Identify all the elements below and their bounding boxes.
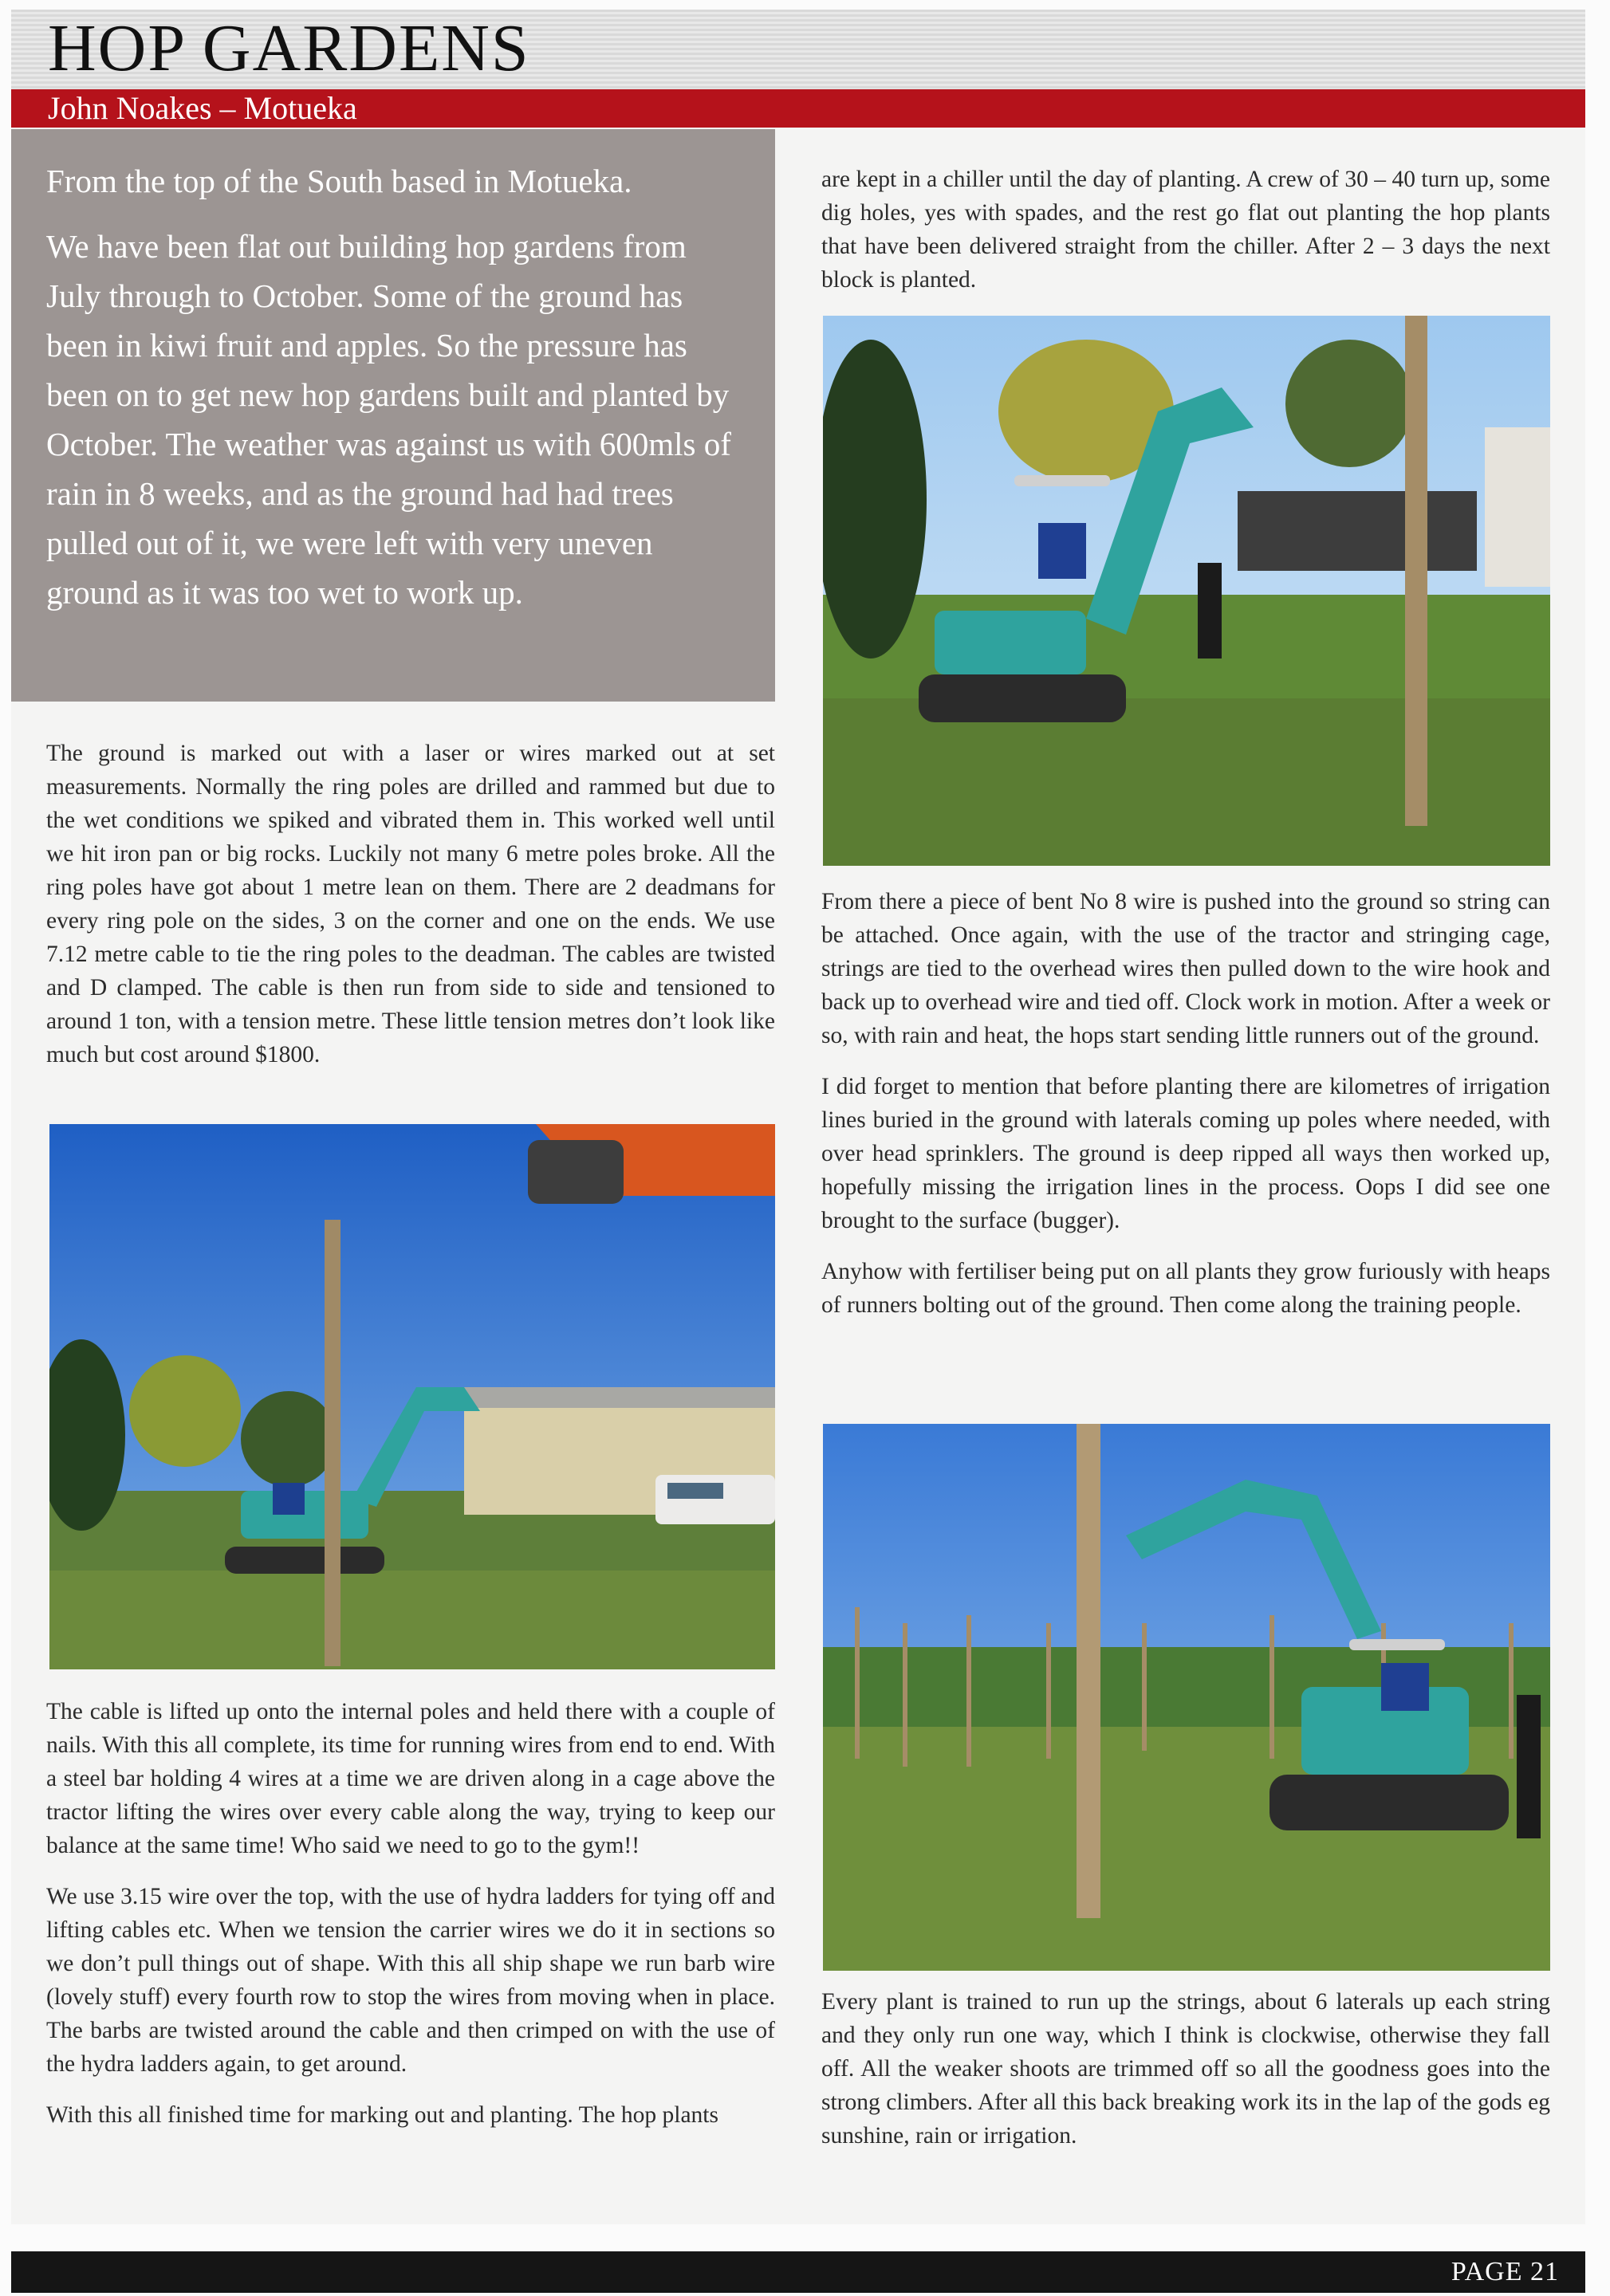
body-paragraph: Anyhow with fertiliser being put on all plants they grow furiously with heaps of runners bolting out of the ground. Then come along the training people. bbox=[821, 1259, 1550, 1318]
column-2-bottom bbox=[821, 1985, 1550, 2170]
body-paragraph: We use 3.15 wire over the top, with the use of hydra ladders for tying off and lifting cables etc. When we tension the carrier wires we do it in sections so we don’t pull things out of shape. With this all ship shape we run barb wire (lovely stuff) every fourth row to stop the wires from moving when in place. The barbs are twisted around the cable and then crimped on with the use of the hydra ladders again, to get around. bbox=[46, 1884, 775, 2077]
author-byline: John Noakes – Motueka bbox=[48, 90, 357, 126]
body-paragraph: are kept in a chiller until the day of planting. A crew of 30 – 40 turn up, some dig holes, yes with spades, and the rest go flat out planting the hop plants that have been delivered straight from the chiller. After 2 – 3 days the next block is planted. bbox=[821, 167, 1550, 293]
intro-paragraph: We have been flat out building hop gardens from July through to October. Some of the ground has been in kiwi fruit and apples. So the pressure has been on to get new hop gardens built and planted by October. The weather was against us with 600mls of rain in 8 weeks, and as the ground had had trees pulled out of it, we were left with very uneven ground as it was too wet to work up. bbox=[46, 228, 731, 611]
photo-excavator-worker bbox=[823, 316, 1550, 866]
column-1-top bbox=[46, 737, 775, 1089]
photo-excavator-shed bbox=[49, 1124, 775, 1669]
body-paragraph: With this all finished time for marking out and planting. The hop plants bbox=[46, 2102, 718, 2128]
body-paragraph: The ground is marked out with a laser or wires marked out at set measurements. Normally the ring poles are drilled and rammed but due to the wet conditions we spiked and vibrated them in. This worked well until we hit iron pan or big rocks. Luckily not many 6 metre poles broke. All the ring poles have got about 1 metre lean on them. There are 2 deadmans for every ring pole on the sides, 3 on the corner and one on the ends. We use 7.12 metre cable to tie the ring poles to the deadman. The cables are twisted and D clamped. The cable is then run from side to side and tensioned to around 1 ton, with a tension metre. These little tension metres don’t look like much but cost around $1800. bbox=[46, 741, 775, 1067]
intro-paragraph: From the top of the South based in Motueka. bbox=[46, 163, 632, 199]
body-paragraph: The cable is lifted up onto the internal poles and held there with a couple of nails. With this all complete, its time for running wires from end to end. With a steel bar holding 4 wires at a time we are driven along in a cage above the tractor lifting the wires over every cable along the way, trying to keep our balance at the same time! Who said we need to go to the gym!! bbox=[46, 1699, 775, 1858]
body-paragraph: Every plant is trained to run up the strings, about 6 laterals up each string and they only run one way, which I think is clockwise, otherwise they fall off. All the weaker shoots are trimmed off so all the goodness goes into the strong climbers. After all this back breaking work its in the lap of the gods eg sunshine, rain or irrigation. bbox=[821, 1989, 1550, 2149]
body-paragraph: I did forget to mention that before planting there are kilometres of irrigation lines buried in the ground with laterals coming up poles where needed, with over head sprinklers. The ground is deep ripped all ways then worked up, hopefully missing the irrigation lines in the process. Oops I did see one brought to the surface (bugger). bbox=[821, 1074, 1550, 1233]
intro-text bbox=[46, 156, 748, 633]
column-1-bottom bbox=[46, 1695, 775, 2149]
page-title: HOP GARDENS bbox=[48, 11, 530, 85]
body-paragraph: From there a piece of bent No 8 wire is pushed into the ground so string can be attached. Once again, with the use of the tractor and stringing cage, strings are tied to the overhead wires then pulled down to the wire hook and back up to overhead wire and tied off. Clock work in motion. After a week or so, with rain and heat, the hops start sending little runners out of the ground. bbox=[821, 889, 1550, 1048]
footer-bar bbox=[11, 2251, 1585, 2293]
photo-excavator-pole bbox=[823, 1424, 1550, 1971]
page-number: PAGE 21 bbox=[1451, 2257, 1559, 2286]
column-2-middle bbox=[821, 885, 1550, 1339]
column-2-top bbox=[821, 163, 1550, 314]
